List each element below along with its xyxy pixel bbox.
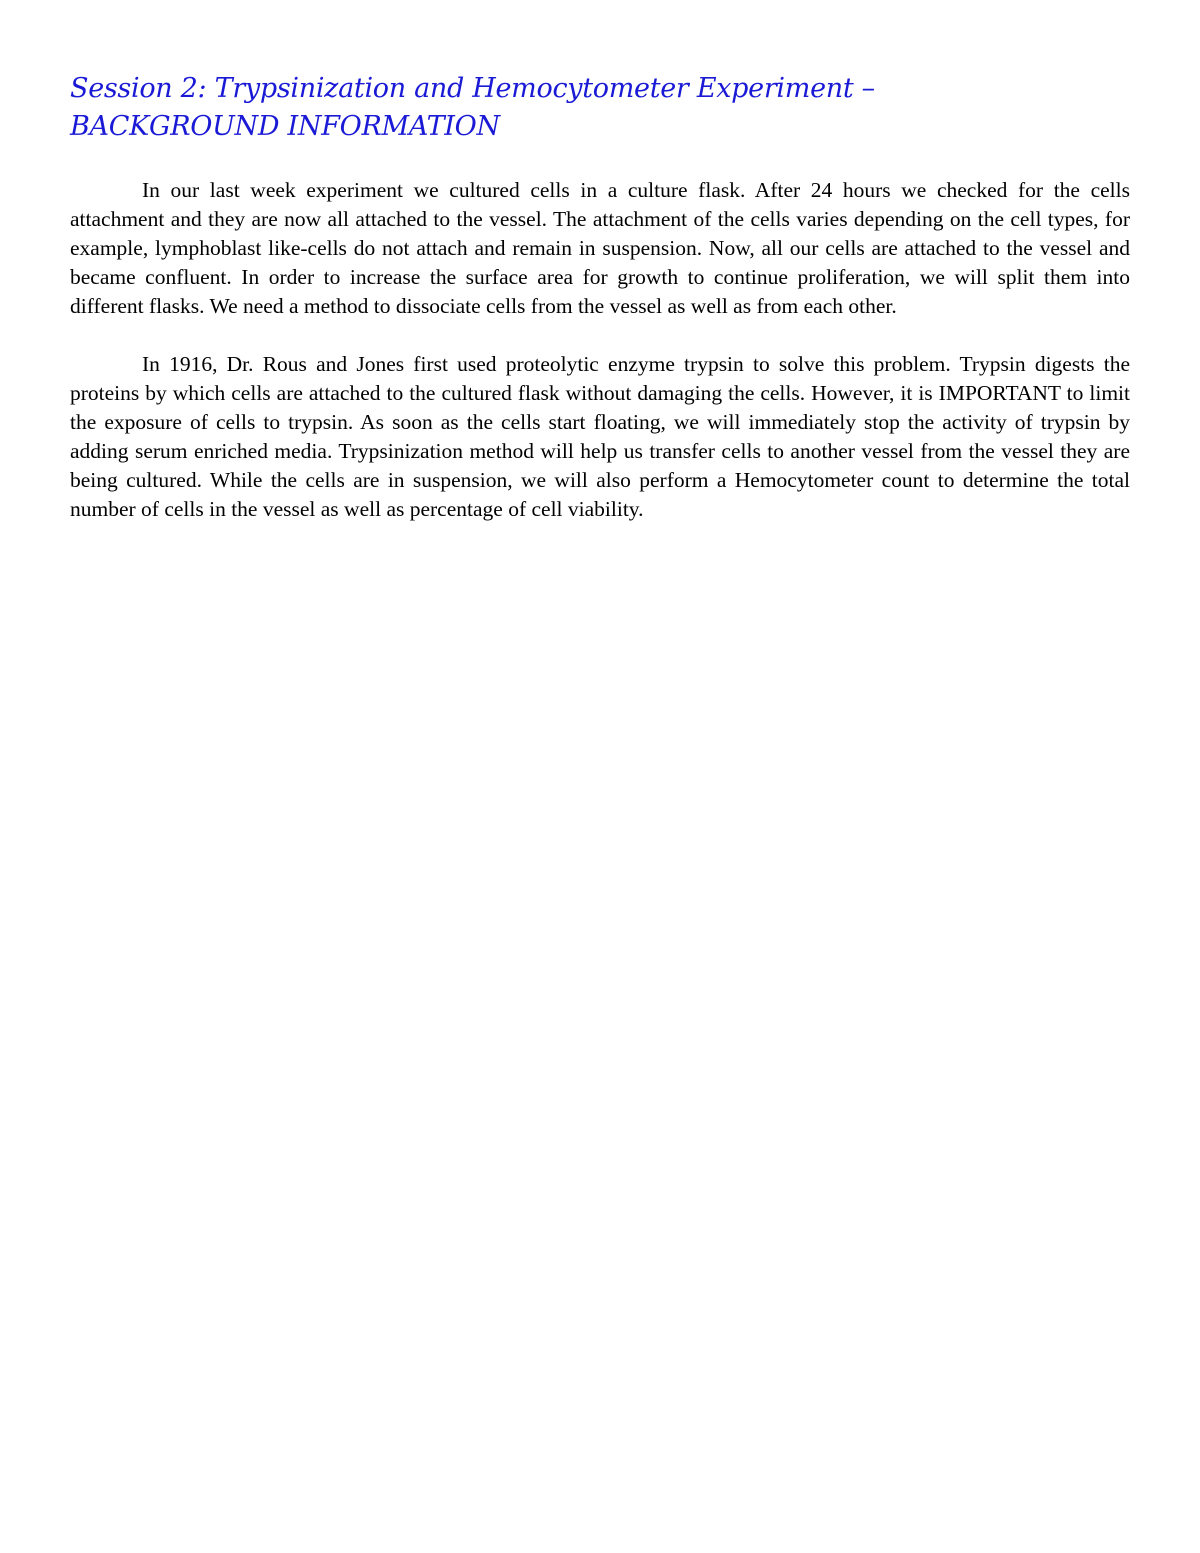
paragraph-trypsin: In 1916, Dr. Rous and Jones first used proteolytic enzyme trypsin to solve this problem. Trypsin digests the proteins by which cells are attached to the cultured flask without damaging the cells. However, it is IMPORTANT to limit the exposure of cells to trypsin. As soon as the cells start floating, we will immediately stop the activity of trypsin by adding serum enriched media. Trypsinization method will help us transfer cells to another vessel from the vessel they are being cultured. While the cells are in suspension, we will also perform a Hemocytometer count to determine the total number of cells in the vessel as well as percentage of cell viability. <box>70 352 1130 521</box>
paragraph-intro: In our last week experiment we cultured cells in a culture flask. After 24 hours we checked for the cells attachment and they are now all attached to the vessel. The attachment of the cells varies depending on the cell types, for example, lymphoblast like-cells do not attach and remain in suspension. Now, all our cells are attached to the vessel and became confluent. In order to increase the surface area for growth to continue proliferation, we will split them into different flasks. We need a method to dissociate cells from the vessel as well as from each other. <box>70 178 1130 318</box>
title-line-2: BACKGROUND INFORMATION <box>70 111 500 142</box>
title-line-1: Session 2: Trypsinization and Hemocytometer Experiment – <box>70 73 875 104</box>
document-body <box>70 70 1130 524</box>
document-title <box>70 70 1130 146</box>
